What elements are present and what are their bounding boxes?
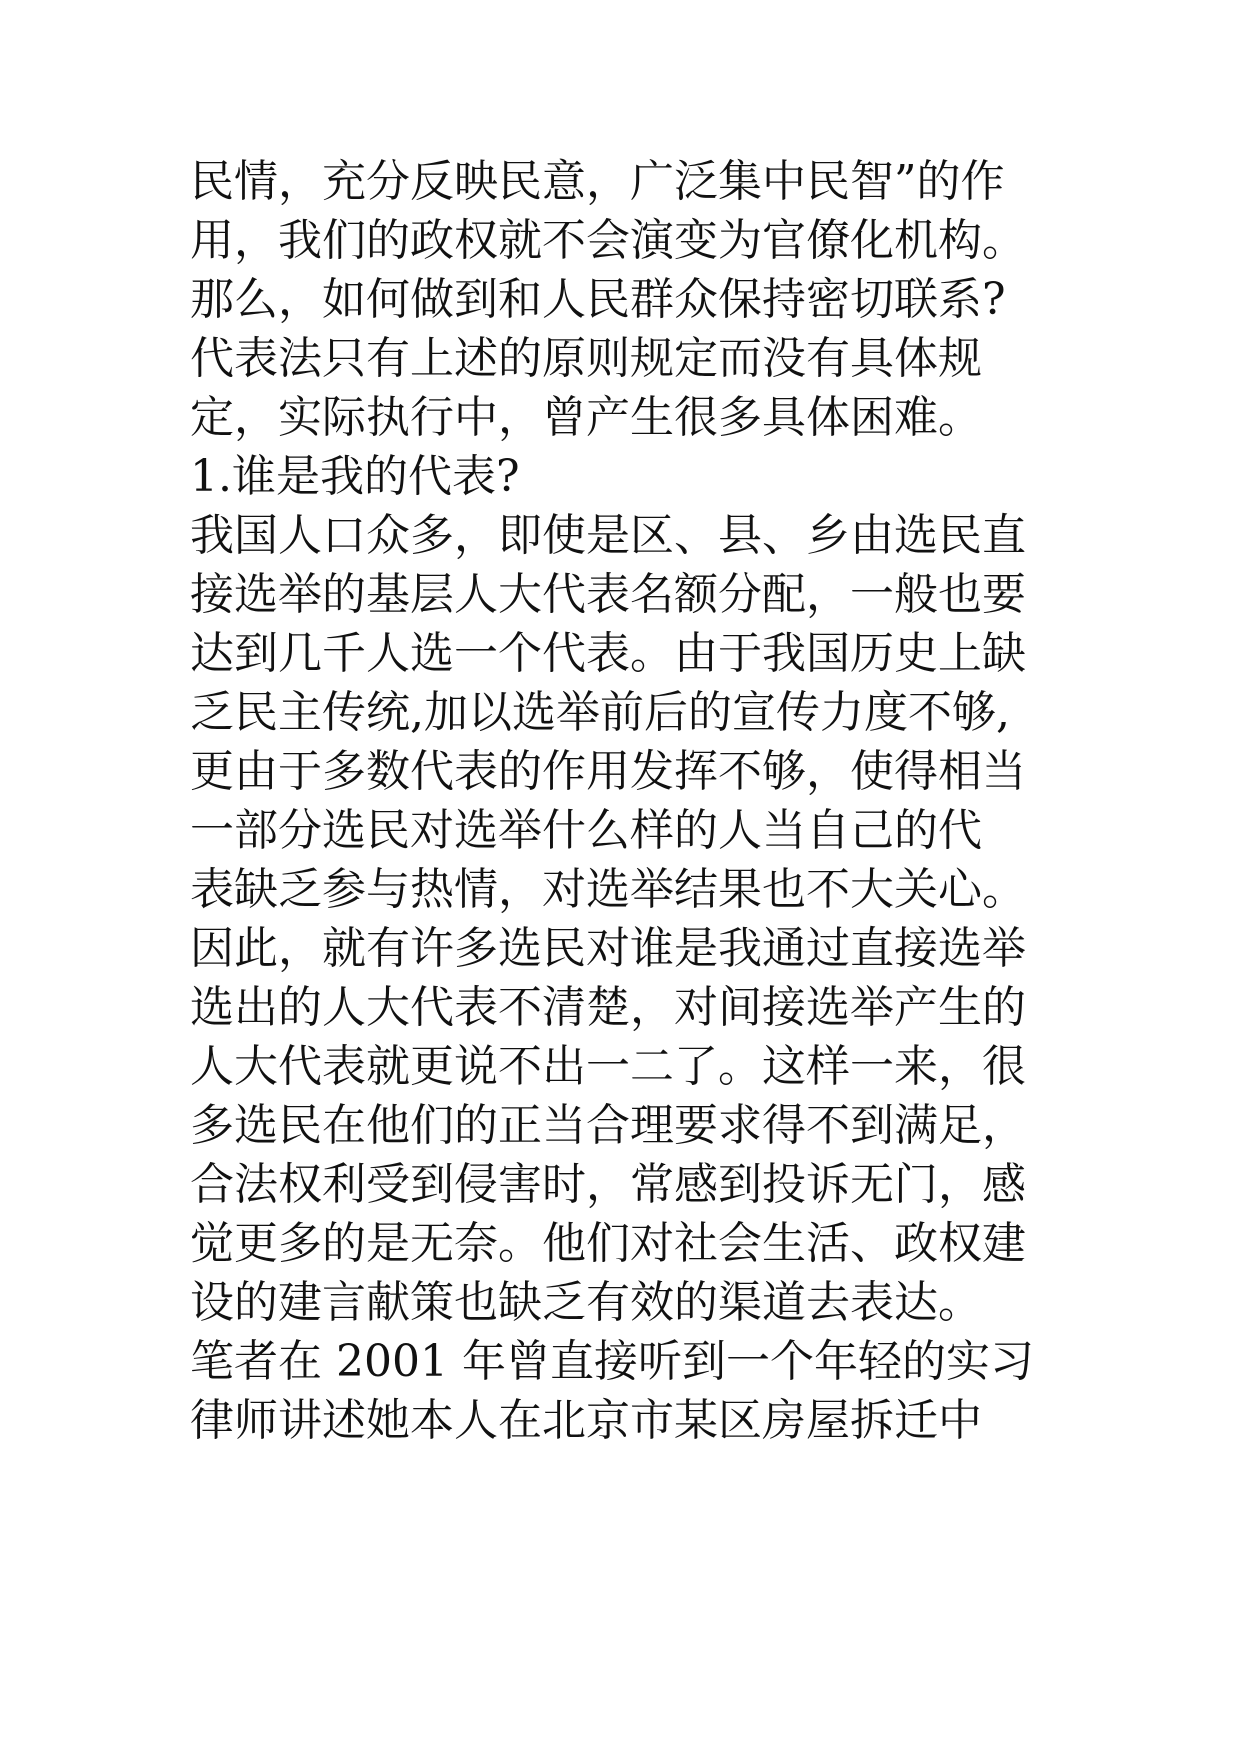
text-line-8: 接选举的基层人大代表名额分配，一般也要: [190, 569, 1026, 620]
body-text: [190, 152, 1090, 1450]
text-line-3: 那么，如何做到和人民群众保持密切联系?: [190, 274, 1006, 325]
text-line-19: 觉更多的是无奈。他们对社会生活、政权建: [190, 1218, 1026, 1269]
text-line-12: 一部分选民对选举什么样的人当自己的代: [190, 805, 982, 856]
section-heading: 1.谁是我的代表?: [190, 451, 520, 502]
text-line-11: 更由于多数代表的作用发挥不够，使得相当: [190, 746, 1026, 797]
text-line-21: 笔者在 2001 年曾直接听到一个年轻的实习: [190, 1336, 1034, 1387]
text-line-1: 民情，充分反映民意，广泛集中民智”的作: [190, 156, 1005, 207]
text-line-10: 乏民主传统,加以选举前后的宣传力度不够,: [190, 687, 1010, 738]
text-line-15: 选出的人大代表不清楚，对间接选举产生的: [190, 982, 1026, 1033]
text-line-2: 用，我们的政权就不会演变为官僚化机构。: [190, 215, 1026, 266]
text-line-20: 设的建言献策也缺乏有效的渠道去表达。: [190, 1277, 982, 1328]
text-line-9: 达到几千人选一个代表。由于我国历史上缺: [190, 628, 1026, 679]
text-line-17: 多选民在他们的正当合理要求得不到满足，: [190, 1100, 1026, 1151]
text-line-22: 律师讲述她本人在北京市某区房屋拆迁中: [190, 1395, 982, 1446]
text-line-7: 我国人口众多，即使是区、县、乡由选民直: [190, 510, 1026, 561]
text-line-4: 代表法只有上述的原则规定而没有具体规: [190, 333, 982, 384]
text-line-18: 合法权利受到侵害时，常感到投诉无门，感: [190, 1159, 1026, 1210]
text-line-14: 因此，就有许多选民对谁是我通过直接选举: [190, 923, 1026, 974]
text-line-13: 表缺乏参与热情，对选举结果也不大关心。: [190, 864, 1026, 915]
text-line-5: 定，实际执行中，曾产生很多具体困难。: [190, 392, 982, 443]
text-line-16: 人大代表就更说不出一二了。这样一来，很: [190, 1041, 1026, 1092]
